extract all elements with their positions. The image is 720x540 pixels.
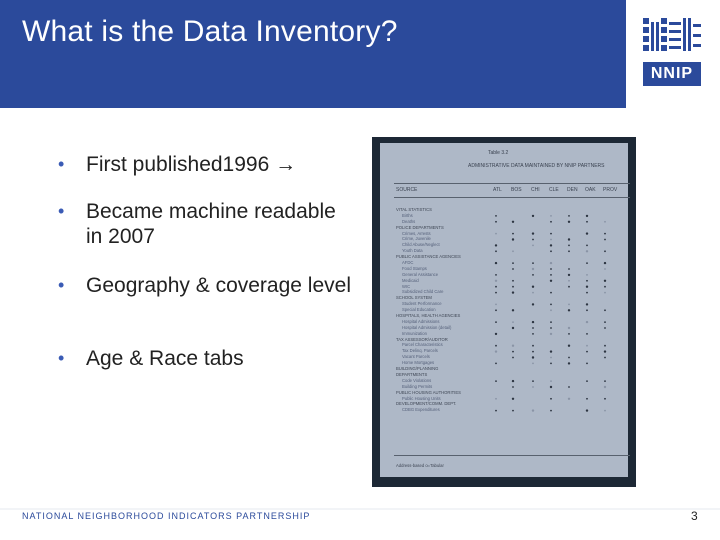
photo-mark (550, 233, 552, 235)
photo-mark (568, 398, 570, 400)
photo-mark (550, 333, 552, 335)
photo-mark (512, 233, 514, 235)
photo-mark (495, 244, 497, 246)
photo-row: WIC (402, 283, 411, 289)
photo-mark (512, 398, 514, 400)
title-bar (0, 0, 626, 108)
bullet-text: First published1996 (86, 153, 270, 176)
photo-row: General Assistance (402, 271, 439, 277)
photo-mark (604, 345, 606, 347)
photo-mark (532, 268, 534, 270)
bullet-text: Age & Race tabs (86, 347, 244, 370)
photo-mark (550, 357, 552, 359)
photo-mark (550, 321, 552, 323)
photo-mark (495, 292, 497, 294)
nnip-grid-icon (643, 18, 701, 60)
photo-mark (604, 327, 606, 329)
photo-mark (532, 333, 534, 335)
photo-mark (550, 221, 552, 223)
photo-mark (512, 345, 514, 347)
photo-mark (586, 309, 588, 311)
bullet-text: Geography & coverage level (86, 274, 351, 297)
page-number: 3 (691, 509, 698, 523)
photo-row: Code Violations (402, 377, 432, 383)
photo-mark (568, 250, 570, 252)
photo-mark (586, 286, 588, 288)
photo-row: Public Housing Units (402, 395, 441, 401)
photo-mark (586, 351, 588, 353)
photo-mark (604, 268, 606, 270)
photo-mark (550, 244, 552, 246)
photo-mark (512, 286, 514, 288)
photo-mark (532, 386, 534, 388)
bullet-geography (58, 273, 386, 298)
photo-row: Hospital Admissions (402, 318, 440, 324)
photo-mark (512, 327, 514, 329)
photo-mark (550, 239, 552, 241)
photo-col-oak: OAK (585, 187, 596, 193)
photo-mark (586, 215, 588, 217)
photo-row: Youth Data (402, 248, 423, 254)
photo-mark (568, 274, 570, 276)
photo-mark (568, 280, 570, 282)
photo-row: SCHOOL SYSTEM (396, 295, 432, 301)
photo-mark (495, 380, 497, 382)
photo-row: Special Education (402, 307, 436, 313)
photo-mark (586, 380, 588, 382)
photo-row: Immunization (402, 330, 427, 336)
photo-mark (604, 292, 606, 294)
photo-col-chi: CHI (531, 187, 540, 193)
bullet-text: Became machine readable in 2007 (86, 200, 336, 248)
photo-mark (512, 351, 514, 353)
photo-mark (512, 238, 514, 240)
photo-mark (586, 280, 588, 282)
photo-row: Building Permits (402, 383, 433, 389)
photo-mark (532, 232, 534, 234)
photo-rule (394, 455, 630, 456)
photo-mark (568, 327, 570, 329)
photo-row: Tax Delinq. Parcels (402, 348, 438, 354)
photo-mark (568, 304, 570, 306)
photo-mark (532, 345, 534, 347)
photo-mark (586, 232, 588, 234)
photo-mark (512, 410, 514, 412)
photo-row: TAX ASSESSOR/AUDITOR (396, 336, 448, 342)
photo-mark (550, 304, 552, 306)
photo-row: Vacant Parcels (402, 354, 430, 360)
photo-mark (568, 215, 570, 217)
photo-row: PUBLIC ASSISTANCE AGENCIES (396, 254, 461, 260)
photo-mark (495, 398, 497, 400)
photo-mark (532, 215, 534, 217)
photo-mark (568, 268, 570, 270)
photo-mark (550, 410, 552, 412)
photo-mark (495, 350, 497, 352)
photo-mark (604, 280, 606, 282)
photo-mark (568, 345, 570, 347)
photo-mark (550, 268, 552, 270)
photo-mark (532, 363, 534, 365)
photo-mark (586, 409, 588, 411)
photo-row: Subsidized Child Care (402, 289, 444, 295)
photo-mark (550, 363, 552, 365)
bullet-machine-readable (58, 199, 346, 249)
photo-mark (568, 386, 570, 388)
photo-col-source: SOURCE (396, 187, 418, 193)
photo-mark (512, 280, 514, 282)
photo-mark (604, 410, 606, 412)
photo-mark (604, 380, 606, 382)
bullet-dot-icon: • (58, 201, 65, 221)
photo-mark (532, 245, 534, 247)
photo-row: Hospital Admission (detail) (402, 324, 452, 330)
photo-col-prov: PROV (603, 187, 618, 193)
photo-mark (586, 274, 588, 276)
photo-mark (495, 345, 497, 347)
photo-row: Crimes, Arrests (402, 230, 431, 236)
photo-mark (604, 286, 606, 288)
photo-mark (512, 309, 514, 311)
photo-mark (604, 250, 606, 252)
photo-mark (532, 286, 534, 288)
footer-brand: NATIONAL NEIGHBORHOOD INDICATORS PARTNERSHIP (22, 511, 311, 521)
photo-mark (495, 333, 497, 335)
bullet-dot-icon: • (58, 275, 65, 295)
photo-mark (586, 398, 588, 400)
photo-mark (532, 327, 534, 329)
photo-mark (532, 239, 534, 241)
photo-mark (586, 333, 588, 335)
photo-table-title: ADMINISTRATIVE DATA MAINTAINED BY NNIP PARTNERS (468, 163, 605, 169)
photo-mark (532, 274, 534, 276)
photo-mark (604, 321, 606, 323)
bullet-dot-icon: • (58, 348, 65, 368)
photo-mark (512, 250, 514, 252)
photo-table-label: Table 3.2 (488, 150, 509, 156)
photo-mark (604, 398, 606, 400)
photo-row: POLICE DEPARTMENTS (396, 224, 444, 230)
photo-mark (512, 357, 514, 359)
photo-mark (568, 221, 570, 223)
photo-mark (495, 233, 497, 235)
footer-divider (0, 508, 720, 510)
photo-mark (532, 409, 534, 411)
photo-mark (495, 262, 497, 264)
photo-mark (495, 274, 497, 276)
photo-mark (550, 309, 552, 311)
photo-mark (568, 286, 570, 288)
photo-mark (568, 357, 570, 359)
nnip-logo: NNIP (643, 62, 701, 86)
photo-mark (512, 268, 514, 270)
photo-row: BUILDING/PLANNING (396, 366, 439, 372)
photo-row: Medicaid (402, 277, 419, 283)
slide-title: What is the Data Inventory? (22, 15, 398, 48)
photo-row: VITAL STATISTICS (396, 207, 432, 212)
photo-marks (482, 207, 622, 427)
photo-mark (495, 309, 497, 311)
photo-mark (586, 221, 588, 223)
photo-row: Parcel Characteristics (402, 342, 443, 348)
photo-mark (604, 221, 606, 223)
photo-mark (550, 262, 552, 264)
photo-row: Child Abuse/Neglect (402, 242, 440, 248)
photo-mark (586, 250, 588, 252)
photo-mark (495, 250, 497, 252)
photo-mark (550, 398, 552, 400)
photo-mark (495, 221, 497, 223)
photo-mark (550, 327, 552, 329)
photo-mark (604, 386, 606, 388)
bullet-first-published (58, 152, 296, 177)
photo-mark (512, 221, 514, 223)
photo-mark (495, 321, 497, 323)
photo-mark (550, 350, 552, 352)
photo-mark (550, 274, 552, 276)
photo-mark (512, 262, 514, 264)
photo-mark (532, 351, 534, 353)
photo-mark (568, 309, 570, 311)
photo-mark (586, 303, 588, 305)
photo-mark (568, 362, 570, 364)
photo-row: PUBLIC HOUSING AUTHORITIES (396, 389, 461, 395)
photo-row: CDBG Expenditures (402, 407, 440, 413)
photo-mark (532, 262, 534, 264)
photo-mark (604, 262, 606, 264)
photo-mark (550, 280, 552, 282)
photo-row: DEVELOPMENT/COMM. DEPT. (396, 401, 457, 407)
photo-mark (532, 292, 534, 294)
photo-mark (495, 280, 497, 282)
arrow-right-icon: → (275, 153, 297, 176)
photo-mark (586, 292, 588, 294)
photo-mark (604, 357, 606, 359)
bullet-age-race (58, 346, 244, 371)
photo-mark (495, 410, 497, 412)
photo-footnote: Address-based o=Tabular (396, 463, 444, 468)
photo-row: AFDC (402, 260, 414, 266)
photo-col-cle: CLE (549, 187, 559, 193)
photo-mark (568, 333, 570, 335)
photo-row: Food Stamps (402, 265, 427, 271)
photo-mark (495, 304, 497, 306)
photo-mark (495, 363, 497, 365)
photo-row: Deaths (402, 218, 416, 224)
photo-row: Home Mortgages (402, 360, 435, 366)
photo-mark (586, 363, 588, 365)
photo-mark (550, 250, 552, 252)
photo-col-den: DEN (567, 187, 578, 193)
photo-mark (532, 303, 534, 305)
photo-col-atl: ATL (493, 187, 502, 193)
photo-mark (532, 356, 534, 358)
photo-row: DEPARTMENTS (396, 371, 428, 377)
photo-mark (568, 238, 570, 240)
photo-mark (512, 386, 514, 388)
photo-mark (495, 215, 497, 217)
photo-mark (550, 215, 552, 217)
photo-mark (512, 380, 514, 382)
photo-mark (512, 321, 514, 323)
photo-mark (586, 262, 588, 264)
photo-mark (568, 245, 570, 247)
bullet-dot-icon: • (58, 154, 65, 174)
photo-mark (586, 321, 588, 323)
photo-row: HOSPITALS, HEALTH AGENCIES (396, 313, 461, 319)
photo-row: Student Performance (402, 301, 442, 307)
photo-mark (550, 292, 552, 294)
photo-row-list (396, 207, 461, 413)
photo-mark (550, 386, 552, 388)
photo-mark (550, 380, 552, 382)
photo-col-bos: BOS (511, 187, 522, 193)
photo-mark (586, 345, 588, 347)
photo-rule (394, 197, 630, 198)
photo-mark (604, 233, 606, 235)
photo-mark (512, 291, 514, 293)
photo-mark (604, 239, 606, 241)
photo-mark (604, 350, 606, 352)
photo-mark (604, 309, 606, 311)
photo-mark (532, 380, 534, 382)
photo-row: Births (402, 212, 413, 218)
photo-mark (532, 321, 534, 323)
photo-mark (495, 286, 497, 288)
photo-mark (586, 245, 588, 247)
photo-row: Crime, Juvenile (402, 236, 431, 242)
photo-rule (394, 183, 630, 184)
